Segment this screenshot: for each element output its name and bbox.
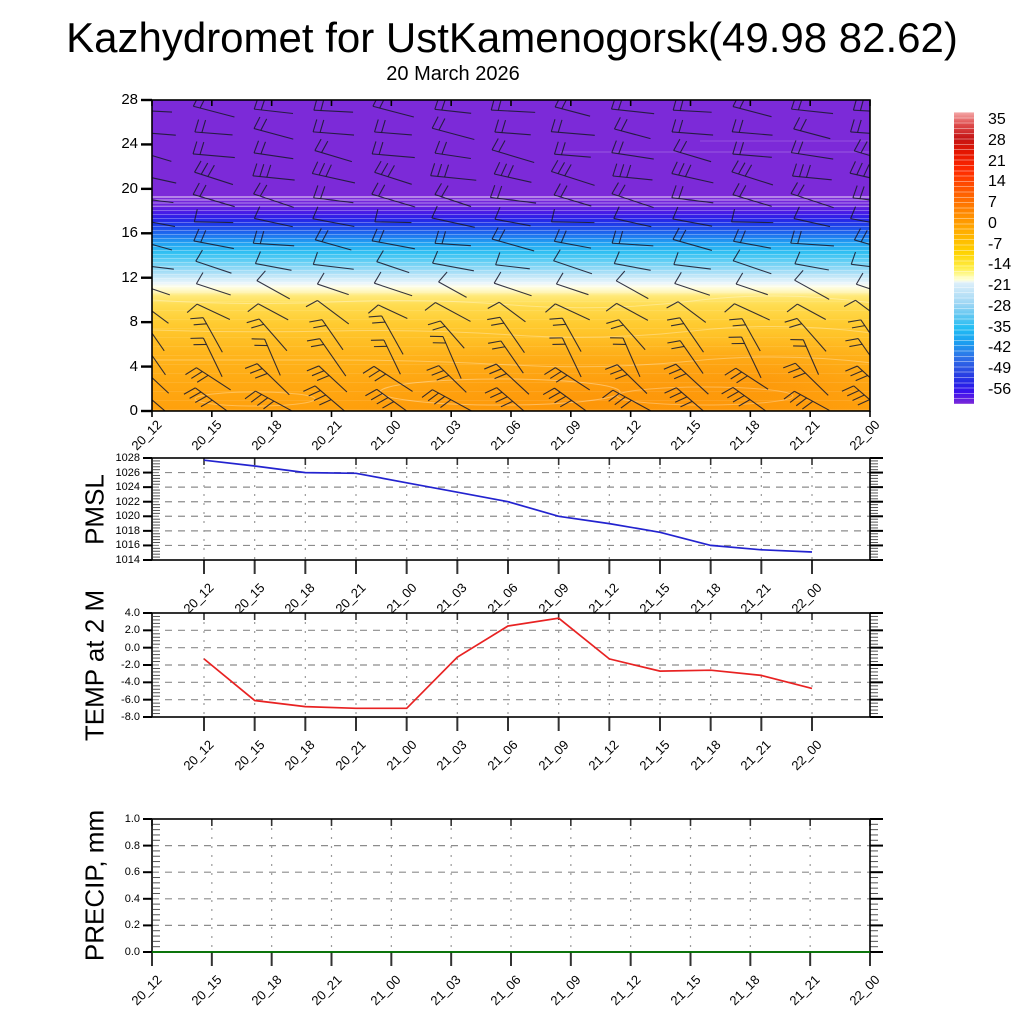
TEMP at 2 M-x-tick-label: 21_15 bbox=[636, 737, 673, 774]
PRECIP, mm-x-tick-label: 21_21 bbox=[786, 972, 823, 1009]
TEMP at 2 M-y-tick-label: 2.0 bbox=[124, 624, 140, 637]
PMSL-y-tick-label: 1028 bbox=[115, 452, 140, 464]
colorbar-tick-label: -28 bbox=[988, 297, 1012, 315]
colorbar-tick-label: 7 bbox=[988, 194, 997, 212]
PMSL-x-tick-label: 21_21 bbox=[737, 580, 774, 617]
PRECIP, mm-y-tick-label: 0.0 bbox=[124, 946, 140, 958]
TEMP at 2 M-x-tick-label: 20_12 bbox=[180, 737, 217, 774]
colorbar-tick-label: 14 bbox=[988, 173, 1006, 191]
cross-section-y-tick-label: 4 bbox=[129, 357, 138, 375]
PMSL-x-tick-label: 20_15 bbox=[231, 580, 268, 617]
PMSL-line bbox=[204, 460, 812, 552]
TEMP at 2 M-x-tick-label: 21_18 bbox=[687, 737, 724, 774]
PRECIP, mm-x-tick-label: 21_06 bbox=[487, 972, 524, 1009]
panel-ylabel: PRECIP, mm bbox=[79, 809, 110, 962]
PMSL-x-tick-label: 20_21 bbox=[332, 580, 369, 617]
TEMP at 2 M-x-tick-label: 21_21 bbox=[737, 737, 774, 774]
colorbar-tick-label: -42 bbox=[988, 339, 1012, 357]
colorbar-tick-label: 21 bbox=[988, 152, 1006, 170]
PMSL-x-tick-label: 20_18 bbox=[281, 580, 318, 617]
colorbar-tick-label: 28 bbox=[988, 131, 1006, 149]
cross-section-x-tick-label: 21_18 bbox=[726, 417, 763, 454]
PRECIP, mm-x-tick-label: 21_15 bbox=[666, 972, 704, 1009]
PMSL-y-tick-label: 1020 bbox=[115, 510, 140, 523]
PRECIP, mm-y-tick-label: 0.6 bbox=[124, 866, 140, 879]
panel-PRECIP, mm bbox=[143, 819, 883, 966]
cross-section-border bbox=[152, 100, 870, 411]
colorbar-tick-label: 0 bbox=[988, 214, 997, 232]
PMSL-x-tick-label: 20_12 bbox=[180, 580, 217, 617]
TEMP at 2 M-x-tick-label: 20_21 bbox=[332, 737, 369, 774]
PMSL-y-tick-label: 1024 bbox=[115, 481, 140, 494]
wind-barbs bbox=[125, 95, 894, 417]
PRECIP, mm-x-tick-label: 20_15 bbox=[188, 972, 225, 1009]
page-title: Kazhydromet for UstKamenogorsk(49.98 82.62) bbox=[66, 14, 958, 61]
PMSL-x-tick-label: 21_09 bbox=[535, 580, 572, 617]
cross-section-x-tick-label: 21_06 bbox=[487, 417, 524, 454]
PMSL-x-tick-label: 22_00 bbox=[788, 580, 825, 617]
TEMP at 2 M-y-tick-label: -2.0 bbox=[121, 659, 140, 671]
colorbar-tick-label: 35 bbox=[988, 111, 1006, 128]
PMSL-x-tick-label: 21_06 bbox=[484, 580, 521, 617]
PMSL-x-tick-label: 21_18 bbox=[687, 580, 724, 617]
PMSL-x-tick-label: 21_15 bbox=[636, 580, 673, 617]
colorbar-tick-label: -21 bbox=[988, 277, 1012, 295]
PRECIP, mm-x-tick-label: 20_21 bbox=[307, 972, 345, 1009]
cross-section-y-tick-label: 0 bbox=[129, 402, 138, 419]
TEMP at 2 M-x-tick-label: 22_00 bbox=[788, 737, 825, 774]
panel-ylabel: TEMP at 2 M bbox=[79, 589, 110, 742]
PRECIP, mm-x-tick-label: 22_00 bbox=[846, 972, 883, 1009]
TEMP at 2 M-x-tick-label: 21_03 bbox=[433, 737, 470, 774]
cross-section-x-tick-label: 21_03 bbox=[427, 417, 464, 454]
cross-section-x-tick-label: 22_00 bbox=[846, 417, 883, 454]
TEMP at 2 M-x-tick-label: 21_09 bbox=[535, 737, 572, 774]
PMSL-y-tick-label: 1018 bbox=[115, 524, 140, 537]
TEMP at 2 M-y-tick-label: 4.0 bbox=[124, 607, 140, 619]
PMSL-y-tick-label: 1014 bbox=[115, 554, 140, 566]
cross-section-y-tick-label: 24 bbox=[121, 135, 138, 153]
PMSL-y-tick-label: 1026 bbox=[115, 466, 140, 479]
TEMP at 2 M-y-tick-label: -4.0 bbox=[121, 676, 140, 689]
cross-section-x-tick-label: 21_00 bbox=[367, 417, 404, 454]
panel-ylabel: PMSL bbox=[79, 474, 110, 545]
PRECIP, mm-y-tick-label: 1.0 bbox=[124, 813, 140, 825]
PRECIP, mm-x-tick-label: 21_18 bbox=[726, 972, 763, 1009]
PRECIP, mm-x-tick-label: 20_12 bbox=[128, 972, 165, 1009]
cross-section-y-tick-label: 12 bbox=[121, 268, 138, 286]
page-subtitle: 20 March 2026 bbox=[386, 63, 520, 85]
PRECIP, mm-x-tick-label: 21_12 bbox=[607, 972, 644, 1009]
cross-section-x-tick-label: 21_12 bbox=[607, 417, 644, 454]
panel-PMSL bbox=[143, 458, 883, 574]
PRECIP, mm-y-tick-label: 0.4 bbox=[124, 892, 140, 905]
cross-section-y-tick-label: 28 bbox=[121, 91, 138, 108]
TEMP at 2 M-x-tick-label: 21_00 bbox=[383, 737, 420, 774]
PRECIP, mm-y-tick-label: 0.8 bbox=[124, 839, 140, 852]
colorbar-tick-label: -14 bbox=[988, 256, 1012, 274]
TEMP at 2 M-x-tick-label: 20_15 bbox=[231, 737, 268, 774]
TEMP at 2 M-x-tick-label: 21_06 bbox=[484, 737, 521, 774]
colorbar-tick-label: -35 bbox=[988, 318, 1012, 336]
cross-section-x-tick-label: 20_15 bbox=[188, 417, 225, 454]
cross-section-x-tick-label: 20_12 bbox=[128, 417, 165, 454]
TEMP at 2 M-y-tick-label: 0.0 bbox=[124, 641, 140, 654]
colorbar-tick-label: -49 bbox=[988, 360, 1012, 378]
PRECIP, mm-x-tick-label: 21_09 bbox=[547, 972, 584, 1009]
PRECIP, mm-x-tick-label: 21_03 bbox=[427, 972, 464, 1009]
cross-section-x-tick-label: 21_09 bbox=[547, 417, 584, 454]
cross-section-x-tick-label: 20_21 bbox=[307, 417, 345, 454]
colorbar-tick-label: -56 bbox=[988, 381, 1012, 398]
cross-section-x-tick-label: 20_18 bbox=[248, 417, 285, 454]
cross-section-y-tick-label: 8 bbox=[129, 313, 138, 331]
PMSL-y-tick-label: 1016 bbox=[115, 539, 140, 552]
PMSL-x-tick-label: 21_03 bbox=[433, 580, 470, 617]
colorbar-tick-label: -7 bbox=[988, 235, 1003, 253]
TEMP at 2 M-y-tick-label: -8.0 bbox=[121, 711, 140, 723]
cross-section-y-tick-label: 20 bbox=[121, 179, 138, 197]
panel-TEMP at 2 M bbox=[143, 613, 883, 731]
cross-section-x-tick-label: 21_15 bbox=[666, 417, 704, 454]
TEMP at 2 M-y-tick-label: -6.0 bbox=[121, 693, 140, 706]
PMSL-y-tick-label: 1022 bbox=[115, 495, 140, 508]
PRECIP, mm-y-tick-label: 0.2 bbox=[124, 919, 140, 932]
PRECIP, mm-x-tick-label: 21_00 bbox=[367, 972, 404, 1009]
cross-section-y-tick-label: 16 bbox=[121, 224, 138, 242]
PMSL-x-tick-label: 21_00 bbox=[383, 580, 420, 617]
TEMP at 2 M-x-tick-label: 21_12 bbox=[585, 737, 622, 774]
TEMP at 2 M-x-tick-label: 20_18 bbox=[281, 737, 318, 774]
PMSL-x-tick-label: 21_12 bbox=[585, 580, 622, 617]
PRECIP, mm-x-tick-label: 20_18 bbox=[248, 972, 285, 1009]
cross-section-x-tick-label: 21_21 bbox=[786, 417, 823, 454]
